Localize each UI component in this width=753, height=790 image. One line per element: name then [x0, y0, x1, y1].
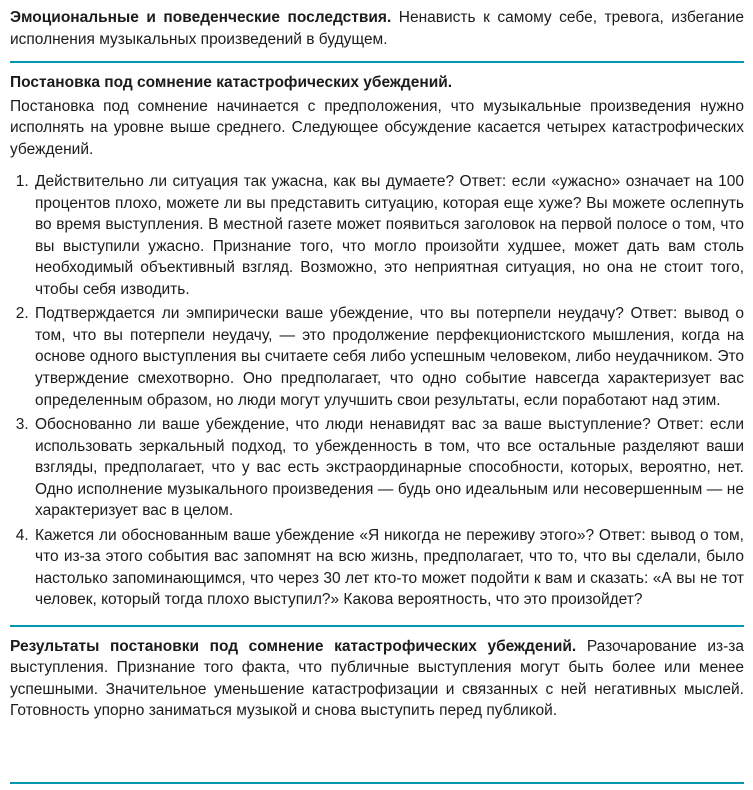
section-divider-top	[10, 61, 744, 63]
section-heading: Постановка под сомнение катастрофических убеждений.	[10, 74, 453, 92]
consequences-label: Эмоциональные и поведенческие последствия.	[10, 9, 392, 26]
belief-item-1: 1. Действительно ли ситуация так ужасна, как вы думаете? Ответ: если «ужасно» означает на 100 процентов плохо, можете ли вы представить ситуацию, которая еще хуже? Вы можете ослепнуть во время выступления. В местной газете может появиться заголовок на первой полосе о том, что вы выступили ужасно. Признание того, что могло произойти худшее, может дать вам столь необходимый объективный взгляд. Возможно, это неприятная ситуация, но она не стоит того, чтобы себя изводить.	[33, 171, 744, 300]
belief-item-2: 2. Подтверждается ли эмпирически ваше убеждение, что вы потерпели неудачу? Ответ: вывод о том, что вы потерпели неудачу, — это продолжение перфекционистского мышления, когда на основе одного выступления вы считаете себя либо успешным человеком, либо неудачником. Это утверждение смехотворно. Оно предполагает, что одно событие навсегда характеризует вас определенным образом, но люди могут улучшить свои результаты, если поработают над этим.	[33, 303, 744, 411]
consequences-text: Ненависть к самому себе, тревога, избегание исполнения музыкальных произведений в будущем.	[10, 9, 744, 48]
results-label: Результаты постановки под сомнение катастрофических убеждений.	[10, 637, 577, 655]
page-bottom-rule	[10, 782, 744, 784]
consequences-paragraph	[10, 7, 744, 50]
results-text: Разочарование из-за выступления. Признание того факта, что публичные выступления могут быть более или менее успешными. Значительное уменьшение катастрофизации и связанных с ней негативных мыслей. Готовность упорно заниматься музыкой и снова выступить перед публикой.	[10, 637, 745, 720]
section-divider-results	[10, 625, 744, 627]
belief-item-3: 3. Обоснованно ли ваше убеждение, что люди ненавидят вас за ваше выступление? Ответ: если использовать зеркальный подход, то убежденность в том, что все остальные разделяют ваши взгляды, предполагает, что у вас есть экстраординарные способности, которых, вероятно, нет. Одно исполнение музыкального произведения — будь оно идеальным или несовершенным — не характеризует вас в целом.	[33, 414, 744, 522]
beliefs-list	[10, 171, 744, 614]
belief-item-4: 4. Кажется ли обоснованным ваше убеждение «Я никогда не переживу этого»? Ответ: вывод о том, что из-за этого события вас запомнят на всю жизнь, предполагает, что то, что вы сделали, было настолько запоминающимся, что через 30 лет кто-то может подойти к вам и сказать: «А вы не тот человек, который тогда плохо выступил?» Какова вероятность, что это произойдет?	[33, 525, 744, 611]
results-paragraph	[10, 636, 744, 722]
challenge-intro-paragraph: Постановка под сомнение начинается с предположения, что музыкальные произведения нужно исполнять на уровне выше среднего. Следующее обсуждение касается четырех катастрофических убеждений.	[10, 97, 744, 158]
